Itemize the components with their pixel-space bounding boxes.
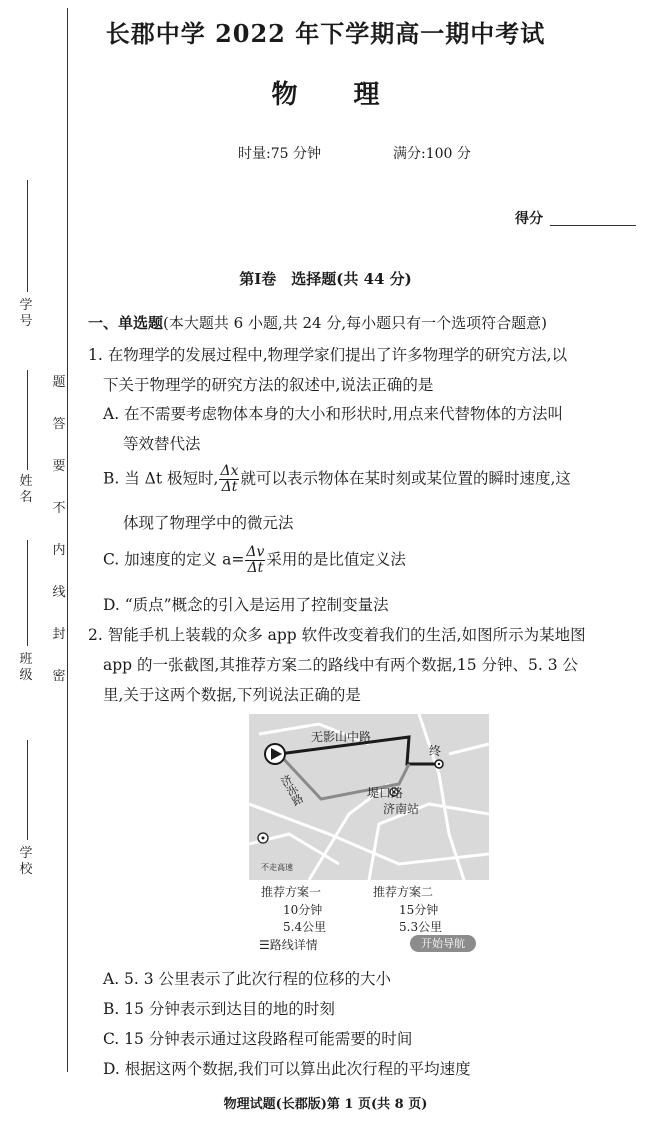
- q1-b-pre: B. 当 Δt 极短时,: [103, 469, 219, 488]
- page-footer: 物理试题(长郡版)第 1 页(共 8 页): [223, 1097, 428, 1112]
- q1-option-b-cont: 体现了物理学中的微元法: [123, 514, 294, 532]
- score-label: 得分: [515, 211, 543, 227]
- plan2-distance: 5.3公里: [399, 920, 443, 934]
- fraction-denominator: Δt: [221, 479, 238, 495]
- road-label: 济泺路: [277, 772, 306, 808]
- class-label: 班级: [19, 652, 33, 683]
- traffic-note: 不走高速: [261, 863, 293, 872]
- plan2-title[interactable]: 推荐方案二: [373, 885, 434, 899]
- fraction-denominator: Δt: [247, 560, 264, 576]
- seal-char: 不: [52, 501, 66, 516]
- q1-option-b: [103, 464, 571, 495]
- part-heading: [88, 312, 547, 333]
- q1-c-pre: C. 加速度的定义 a=: [103, 550, 245, 569]
- station-label: 济南站: [383, 802, 420, 816]
- q2-option-b: B. 15 分钟表示到达目的地的时刻: [103, 1000, 335, 1018]
- subject-char: 物: [271, 80, 298, 110]
- plan1-title[interactable]: 推荐方案一: [261, 885, 322, 899]
- student-number-field[interactable]: [18, 180, 38, 350]
- q1-option-a: A. 在不需要考虑物体本身的大小和形状时,用点来代替物体的方法叫: [103, 405, 563, 423]
- q1-c-post: 采用的是比值定义法: [266, 550, 406, 569]
- q2-option-a: A. 5. 3 公里表示了此次行程的位移的大小: [103, 970, 392, 988]
- fraction-dv-dt: [245, 545, 265, 576]
- class-field[interactable]: [18, 540, 38, 710]
- fraction-numerator: Δx: [220, 463, 239, 479]
- fraction-dx-dt: [219, 464, 239, 495]
- q1-b-post: 就可以表示物体在某时刻或某位置的瞬时速度,这: [240, 469, 571, 488]
- seal-char: 封: [52, 627, 66, 642]
- q1-option-d: D. “质点”概念的引入是运用了控制变量法: [103, 596, 389, 614]
- school-label: 学校: [19, 846, 33, 877]
- q2-option-c: C. 15 分钟表示通过这段路程可能需要的时间: [103, 1030, 413, 1048]
- route-details-link[interactable]: ☰路线详情: [259, 938, 318, 952]
- q2-option-d: D. 根据这两个数据,我们可以算出此次行程的平均速度: [103, 1060, 471, 1078]
- map-app-screenshot: [249, 714, 489, 954]
- binding-line: [67, 8, 68, 1072]
- q2-stem-line3: 里,关于这两个数据,下列说法正确的是: [103, 686, 361, 704]
- seal-char: 要: [52, 459, 66, 474]
- start-navigation-button[interactable]: 开始导航: [410, 935, 476, 952]
- seal-char: 题: [52, 375, 66, 390]
- end-marker: 终: [429, 744, 442, 758]
- fraction-numerator: Δv: [246, 544, 265, 560]
- exam-title: 长郡中学 2022 年下学期高一期中考试: [105, 19, 546, 48]
- plan1-distance: 5.4公里: [283, 920, 327, 934]
- score-blank[interactable]: [550, 225, 636, 226]
- seal-char: 密: [52, 669, 66, 684]
- student-number-label: 学号: [19, 298, 33, 329]
- subject-char: 理: [353, 80, 380, 110]
- seal-char: 线: [52, 585, 66, 600]
- part-heading-bold: 一、单选题: [88, 314, 164, 332]
- seal-char: 内: [52, 543, 66, 558]
- q2-stem-line2: app 的一张截图,其推荐方案二的路线中有两个数据,15 分钟、5. 3 公: [103, 656, 579, 674]
- q1-option-c: [103, 545, 406, 576]
- road-label: 无影山中路: [311, 730, 372, 744]
- seal-char: 答: [52, 417, 66, 432]
- student-name-field[interactable]: [18, 370, 38, 530]
- q1-stem-line1: 1. 在物理学的发展过程中,物理学家们提出了许多物理学的研究方法,以: [88, 346, 568, 364]
- school-field[interactable]: [18, 740, 38, 900]
- plan2-time: 15分钟: [399, 903, 439, 917]
- subject-title: [0, 74, 651, 111]
- q1-stem-line2: 下关于物理学的研究方法的叙述中,说法正确的是: [103, 376, 434, 394]
- section-title: 第Ⅰ卷 选择题(共 44 分): [239, 270, 412, 288]
- plan1-time: 10分钟: [283, 903, 323, 917]
- part-heading-rest: (本大题共 6 小题,共 24 分,每小题只有一个选项符合题意): [163, 314, 547, 332]
- q2-stem-line1: 2. 智能手机上装载的众多 app 软件改变着我们的生活,如图所示为某地图: [88, 626, 586, 644]
- full-score: 满分:100 分: [393, 146, 471, 162]
- road-label: 堤口路: [367, 786, 404, 800]
- student-name-label: 姓名: [19, 474, 33, 505]
- exam-duration: 时量:75 分钟: [238, 146, 321, 162]
- q1-option-a-cont: 等效替代法: [123, 435, 201, 453]
